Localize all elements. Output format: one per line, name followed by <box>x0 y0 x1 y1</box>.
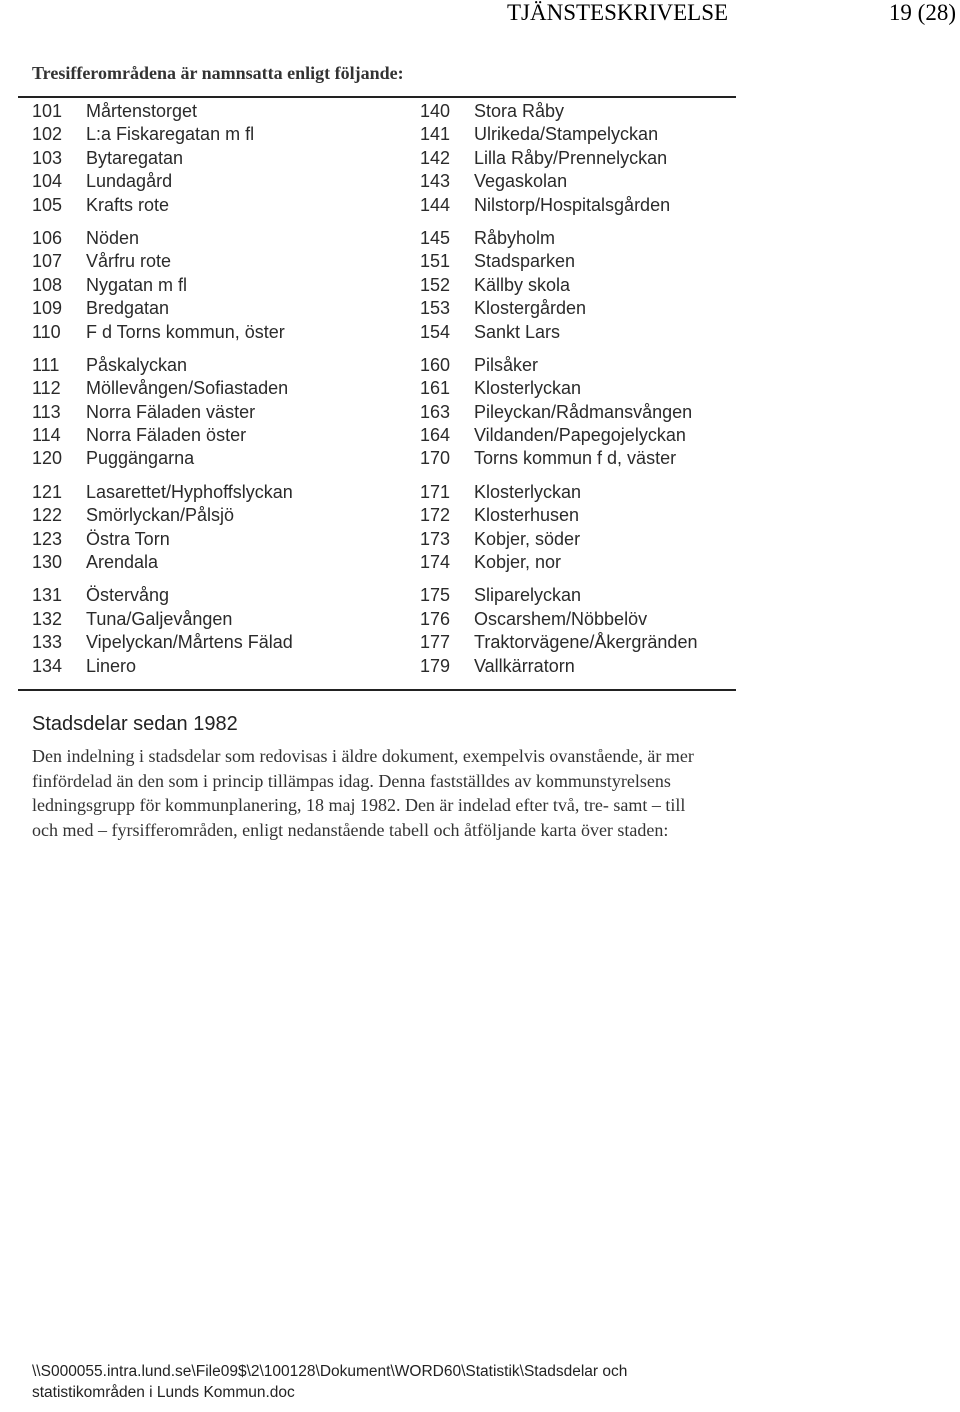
district-name: Möllevången/Sofiastaden <box>86 378 289 399</box>
district-name: Lilla Råby/Prennelyckan <box>474 147 668 168</box>
district-row <box>32 297 372 320</box>
district-code: 173 <box>420 528 451 549</box>
district-name: Sliparelyckan <box>474 585 582 606</box>
district-code: 176 <box>420 608 451 629</box>
district-name: Stadsparken <box>474 251 576 272</box>
district-list-right <box>420 100 760 688</box>
section-title: Stadsdelar sedan 1982 <box>32 713 238 735</box>
district-list-left <box>32 100 372 688</box>
district-row <box>420 147 760 170</box>
district-row <box>32 551 372 574</box>
page-number: 19 (28) <box>888 0 956 25</box>
district-row <box>420 250 760 273</box>
district-row <box>420 631 760 654</box>
district-row <box>420 528 760 551</box>
district-code: 102 <box>32 124 63 145</box>
district-name: Klosterlyckan <box>474 378 582 399</box>
paragraph-line: och med – fyrsifferområden, enligt nedanstående tabell och åtföljande karta över staden: <box>32 819 669 840</box>
district-row <box>420 100 760 123</box>
district-name: Kobjer, söder <box>474 528 581 549</box>
district-row <box>420 584 760 607</box>
district-name: Klosterhusen <box>474 505 580 526</box>
district-code: 145 <box>420 227 451 248</box>
district-group <box>420 481 760 575</box>
district-name: Vegaskolan <box>474 171 568 192</box>
district-name: Ulrikeda/Stampelyckan <box>474 124 659 145</box>
district-name: Nygatan m fl <box>86 274 188 295</box>
district-code: 133 <box>32 632 63 653</box>
district-name: Sankt Lars <box>474 321 561 342</box>
district-code: 111 <box>32 354 60 375</box>
district-code: 163 <box>420 401 451 422</box>
footer-line: statistikområden i Lunds Kommun.doc <box>32 1384 295 1401</box>
district-row <box>420 321 760 344</box>
district-name: Arendala <box>86 552 159 573</box>
district-group <box>32 481 372 575</box>
district-row <box>32 504 372 527</box>
district-name: Vårfru rote <box>86 251 172 272</box>
district-name: Klostergården <box>474 298 587 319</box>
district-group <box>32 354 372 471</box>
body-paragraph <box>32 744 852 842</box>
district-row <box>420 170 760 193</box>
district-row <box>32 377 372 400</box>
district-name: Stora Råby <box>474 101 565 121</box>
file-path-footer <box>32 1361 772 1403</box>
district-code: 103 <box>32 147 63 168</box>
table-bottom-rule <box>18 689 736 691</box>
district-row <box>420 401 760 424</box>
district-group <box>32 227 372 344</box>
district-row <box>32 655 372 678</box>
district-row <box>32 528 372 551</box>
district-code: 113 <box>32 401 61 422</box>
district-code: 104 <box>32 171 63 192</box>
district-code: 131 <box>32 585 63 606</box>
district-code: 175 <box>420 585 451 606</box>
paragraph-line: finfördelad än den som i princip tillämpas idag. Denna fastställdes av kommunstyrelsens <box>32 770 671 791</box>
district-code: 160 <box>420 354 451 375</box>
district-group <box>32 584 372 678</box>
district-name: Nilstorp/Hospitalsgården <box>474 194 671 215</box>
district-code: 144 <box>420 194 451 215</box>
district-row <box>420 354 760 377</box>
district-name: Nöden <box>86 227 140 248</box>
district-code: 142 <box>420 147 451 168</box>
district-code: 172 <box>420 505 451 526</box>
page-header <box>0 0 960 30</box>
district-name: Smörlyckan/Pålsjö <box>86 505 235 526</box>
district-row <box>32 424 372 447</box>
district-code: 164 <box>420 425 451 446</box>
district-code: 177 <box>420 632 451 653</box>
district-row <box>32 123 372 146</box>
district-row <box>420 274 760 297</box>
district-code: 141 <box>420 124 451 145</box>
document-type-title: TJÄNSTESKRIVELSE <box>507 0 729 25</box>
district-name: Norra Fäladen öster <box>86 425 247 446</box>
district-code: 151 <box>420 251 451 272</box>
district-row <box>32 170 372 193</box>
district-row <box>420 608 760 631</box>
district-row <box>420 227 760 250</box>
district-code: 108 <box>32 274 63 295</box>
district-name: Lasarettet/Hyphoffslyckan <box>86 481 293 502</box>
district-name: Vallkärratorn <box>474 655 575 676</box>
district-row <box>32 100 372 123</box>
district-name: Kobjer, nor <box>474 552 562 573</box>
district-row <box>420 504 760 527</box>
district-row <box>420 551 760 574</box>
district-group <box>420 584 760 678</box>
district-group <box>420 354 760 471</box>
district-name: Bytaregatan <box>86 147 184 168</box>
district-name: Traktorvägene/Åkergränden <box>474 632 698 653</box>
district-name: Östervång <box>86 585 170 606</box>
district-row <box>32 584 372 607</box>
district-row <box>420 377 760 400</box>
district-row <box>420 123 760 146</box>
district-row <box>32 401 372 424</box>
intro-heading: Tresifferområdena är namnsatta enligt följande: <box>32 63 404 83</box>
district-code: 120 <box>32 448 63 469</box>
district-code: 106 <box>32 227 63 248</box>
district-code: 161 <box>420 378 451 399</box>
district-row <box>420 297 760 320</box>
district-code: 132 <box>32 608 63 629</box>
district-name: Källby skola <box>474 274 571 295</box>
district-name: Vildanden/Papegojelyckan <box>474 425 686 446</box>
district-row <box>420 424 760 447</box>
district-name: Pilsåker <box>474 354 539 375</box>
district-name: Pileyckan/Rådmansvången <box>474 401 693 422</box>
district-row <box>420 481 760 504</box>
district-name: Östra Torn <box>86 528 170 549</box>
district-row <box>32 321 372 344</box>
district-code: 140 <box>420 101 451 121</box>
district-name: Tuna/Galjevången <box>86 608 233 629</box>
district-code: 110 <box>32 321 61 342</box>
district-code: 143 <box>420 171 451 192</box>
district-row <box>32 354 372 377</box>
district-row <box>32 250 372 273</box>
district-name: Krafts rote <box>86 194 170 215</box>
district-row <box>32 608 372 631</box>
district-code: 153 <box>420 298 451 319</box>
district-group <box>420 100 760 217</box>
district-code: 174 <box>420 552 451 573</box>
district-code: 171 <box>420 481 451 502</box>
paragraph-line: ledningsgrupp för kommunplanering, 18 maj 1982. Den är indelad efter två, tre- samt – till <box>32 795 686 815</box>
district-code: 107 <box>32 251 63 272</box>
district-code: 179 <box>420 655 451 676</box>
table-top-rule <box>18 96 736 98</box>
district-code: 112 <box>32 378 61 399</box>
district-row <box>420 194 760 217</box>
district-code: 152 <box>420 274 451 295</box>
district-row <box>32 447 372 470</box>
district-row <box>32 274 372 297</box>
district-code: 170 <box>420 448 451 469</box>
paragraph-line: Den indelning i stadsdelar som redovisas i äldre dokument, exempelvis ovanstående, är mer <box>32 746 694 766</box>
district-name: Norra Fäladen väster <box>86 401 256 422</box>
district-code: 123 <box>32 528 63 549</box>
district-group <box>32 100 372 217</box>
district-name: Torns kommun f d, väster <box>474 448 677 469</box>
district-row <box>32 147 372 170</box>
district-code: 105 <box>32 194 63 215</box>
district-name: F d Torns kommun, öster <box>86 321 285 342</box>
district-code: 154 <box>420 321 451 342</box>
district-name: Påskalyckan <box>86 354 188 375</box>
district-code: 134 <box>32 655 63 676</box>
district-row <box>420 655 760 678</box>
district-code: 101 <box>32 101 63 121</box>
district-name: Linero <box>86 655 137 676</box>
district-name: Oscarshem/Nöbbelöv <box>474 608 648 629</box>
district-row <box>420 447 760 470</box>
district-row <box>32 481 372 504</box>
district-row <box>32 194 372 217</box>
district-name: Bredgatan <box>86 298 170 319</box>
district-code: 109 <box>32 298 63 319</box>
district-code: 130 <box>32 552 63 573</box>
district-group <box>420 227 760 344</box>
district-code: 114 <box>32 425 61 446</box>
district-row <box>32 631 372 654</box>
district-code: 121 <box>32 481 63 502</box>
district-name: Lundagård <box>86 171 173 192</box>
footer-line: \\S000055.intra.lund.se\File09$\2\100128\Dokument\WORD60\Statistik\Stadsdelar och <box>32 1363 628 1380</box>
district-name: Vipelyckan/Mårtens Fälad <box>86 632 293 653</box>
district-name: Klosterlyckan <box>474 481 582 502</box>
district-row <box>32 227 372 250</box>
district-name: Mårtenstorget <box>86 101 198 121</box>
district-name: L:a Fiskaregatan m fl <box>86 124 255 145</box>
district-name: Råbyholm <box>474 227 556 248</box>
district-code: 122 <box>32 505 63 526</box>
district-name: Puggängarna <box>86 448 195 469</box>
